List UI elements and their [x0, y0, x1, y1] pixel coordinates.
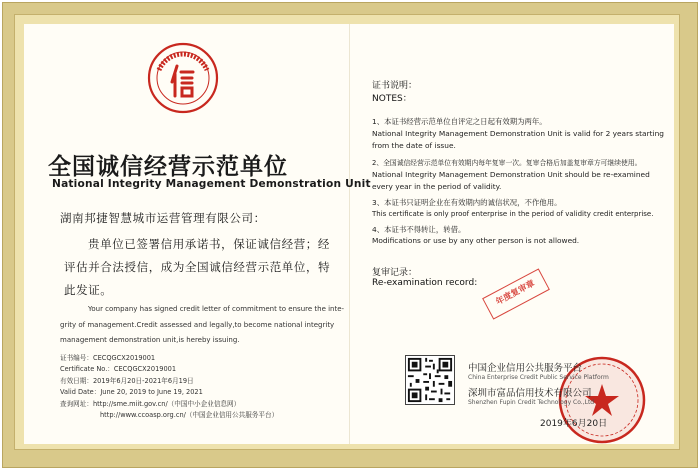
note-item: from the date of issue.	[372, 141, 456, 150]
notes-heading-cn: 证书说明：	[372, 81, 418, 91]
recipient-company: 湖南邦捷智慧城市运营管理有限公司：	[60, 211, 266, 225]
note-item: National Integrity Management Demonstration Unit is valid for 2 years starting	[372, 129, 664, 138]
query-url-2[interactable]: http://www.ccoasp.org.cn/（中国企业信用公共服务平台）	[100, 411, 279, 419]
issue-date: 2019年6月20日	[540, 419, 608, 429]
title-chinese: 全国诚信经营示范单位	[48, 154, 288, 180]
note-item: 1、本证书经营示范单位自评定之日起有效期为两年。	[372, 117, 547, 126]
issuer-name-en: Shenzhen Fupin Credit Technology Co.,Ltd	[468, 399, 595, 406]
reexam-heading-cn: 复审记录：	[372, 268, 418, 278]
note-item: 4、本证书不得转让，转借。	[372, 225, 466, 234]
note-item: National Integrity Management Demonstration Unit should be re-examined	[372, 170, 650, 179]
page-fold	[349, 24, 350, 444]
platform-name-cn: 中国企业信用公共服务平台	[468, 363, 583, 374]
issuer-name-cn: 深圳市富品信用技术有限公司	[468, 388, 592, 399]
note-item: every year in the period of validity.	[372, 182, 502, 191]
annual-review-stamp: 年度复审章	[482, 268, 550, 319]
note-item: 2、全国诚信经营示范单位有效期内每年复审一次。复审合格后加盖复审章方可继续使用。	[372, 159, 642, 167]
english-line-3: management demonstration unit,is hereby issuing.	[60, 336, 240, 344]
english-line-2: grity of management.Credit assessed and legally,to become national integrity	[60, 321, 335, 329]
validity-en: Valid Date：June 20, 2019 to June 19, 2021	[60, 388, 203, 396]
validity-cn: 有效日期：2019年6月20日-2021年6月19日	[60, 377, 194, 385]
title-english: National Integrity Management Demonstration Unit	[52, 178, 371, 190]
body-line-3: 此发证。	[64, 283, 113, 297]
cert-number-en: Certificate No.：CECQGCX2019001	[60, 365, 177, 373]
notes-heading-en: NOTES：	[372, 94, 412, 104]
body-line-1: 贵单位已签署信用承诺书，保证诚信经营；经	[88, 237, 330, 251]
xin-emblem-icon	[147, 42, 219, 114]
cert-number-cn: 证书编号：CECQGCX2019001	[60, 354, 156, 362]
qr-code-icon[interactable]	[405, 355, 455, 405]
query-url-1[interactable]: 查询网址：http://sme.miit.gov.cn/（中国中小企业信息网）	[60, 400, 241, 408]
body-line-2: 评估并合法授信，成为全国诚信经营示范单位，特	[64, 260, 331, 274]
note-item: 3、本证书只证明企业在有效期内的诚信状况，不作他用。	[372, 198, 562, 207]
note-item: Modifications or use by any other person is not allowed.	[372, 236, 580, 245]
english-line-1: Your company has signed credit letter of commitment to ensure the inte-	[88, 305, 345, 313]
note-item: This certificate is only proof enterprise in the period of validity credit enterprise.	[372, 210, 654, 218]
reexam-heading-en: Re-examination record:	[372, 278, 478, 288]
platform-name-en: China Enterprise Credit Public Service Platform	[468, 374, 609, 381]
